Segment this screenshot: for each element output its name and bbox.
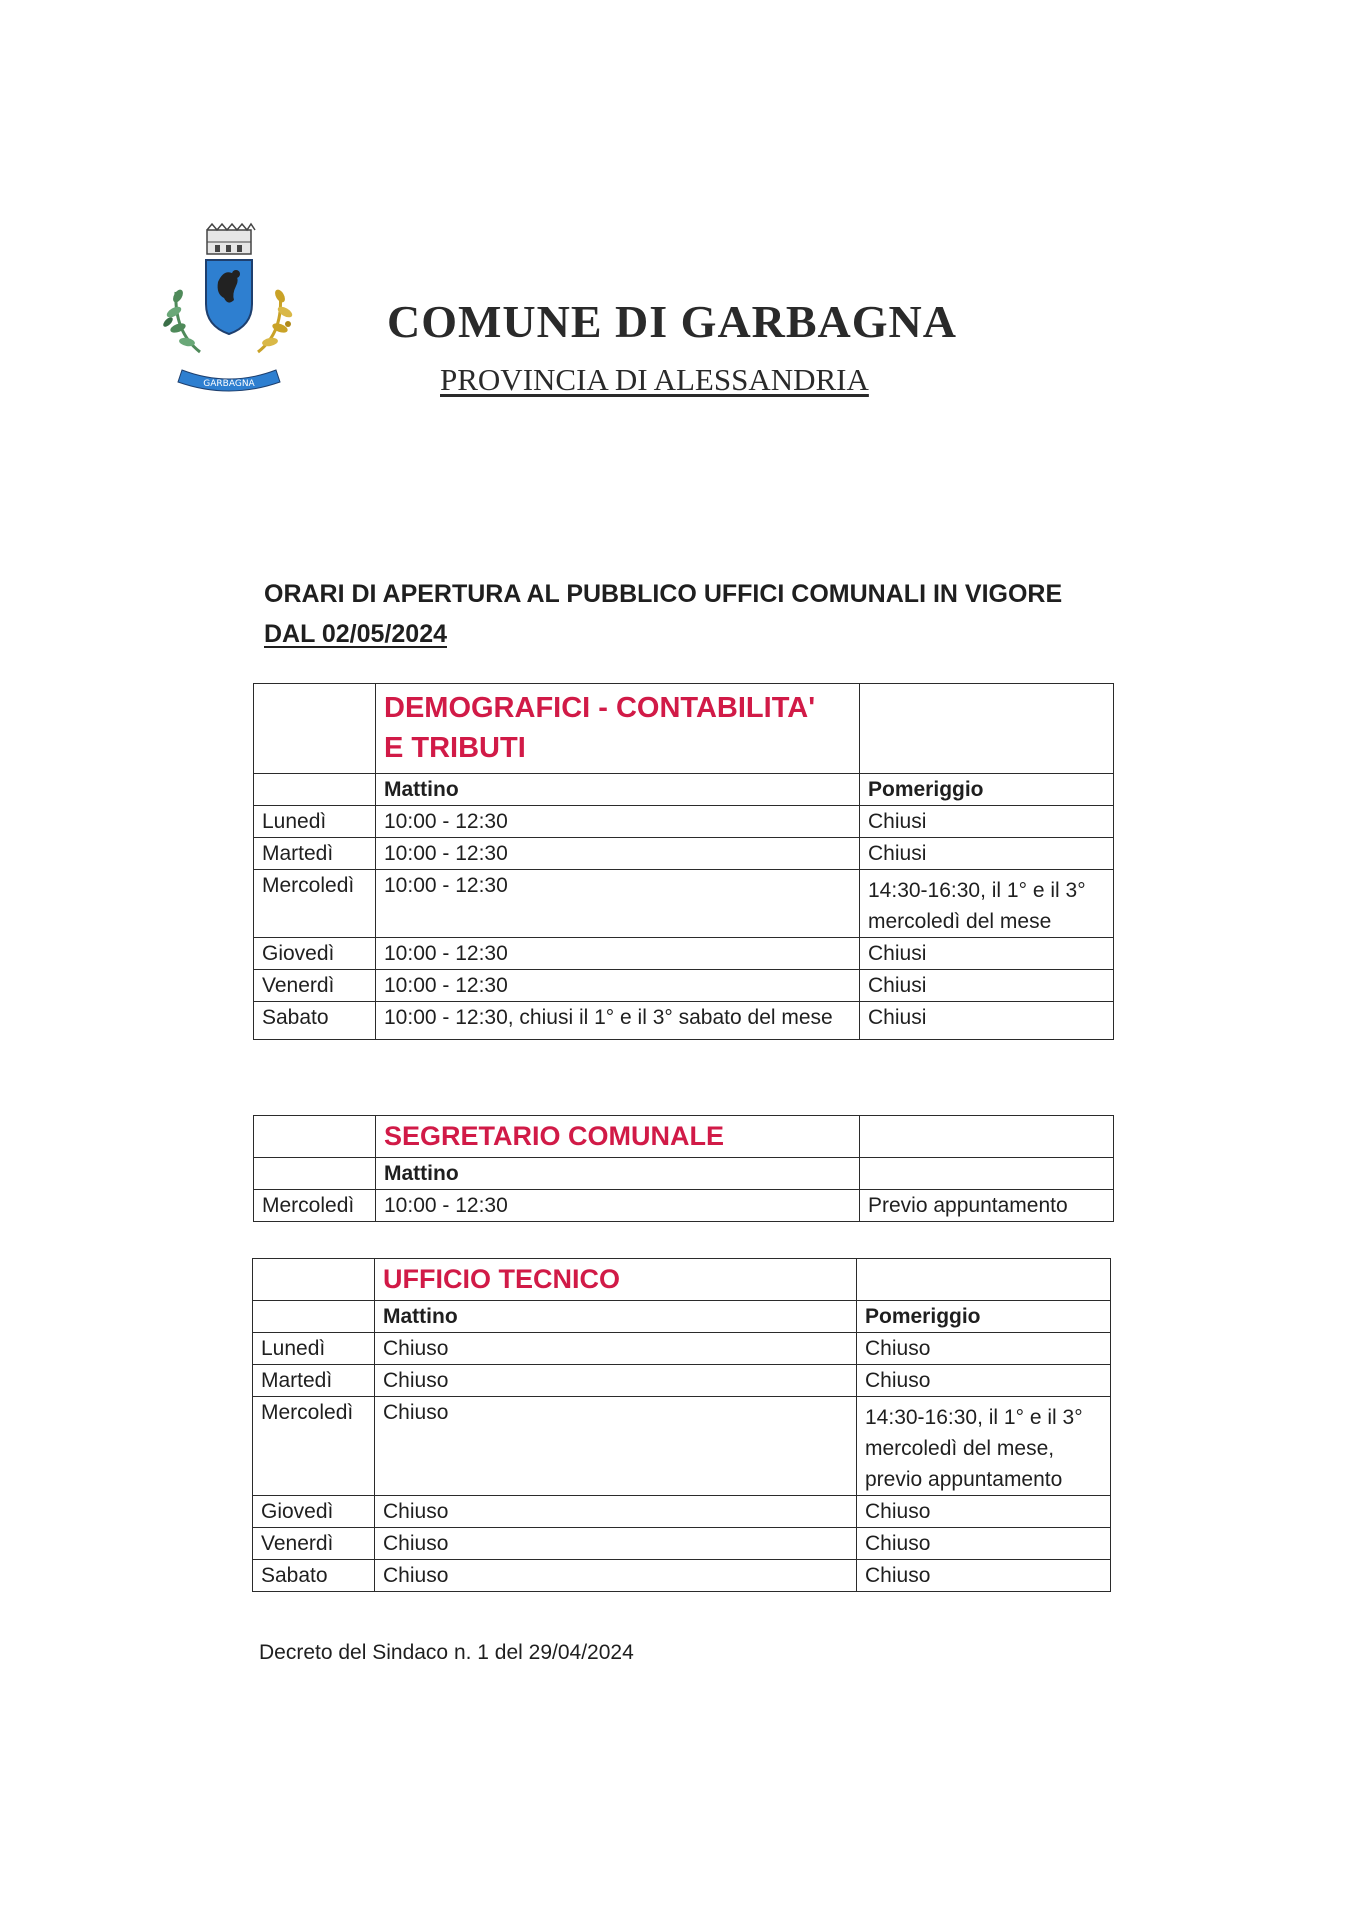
table-row bbox=[254, 838, 1114, 870]
crest-ribbon-text: GARBAGNA bbox=[203, 379, 255, 389]
table-header-row bbox=[253, 1301, 1111, 1333]
table-row bbox=[254, 1190, 1114, 1222]
day-cell: Martedì bbox=[254, 838, 376, 870]
table-demografici bbox=[253, 683, 1114, 1040]
table-row bbox=[253, 1560, 1111, 1592]
day-cell: Lunedì bbox=[254, 806, 376, 838]
table-row bbox=[253, 1496, 1111, 1528]
afternoon-cell: Chiusi bbox=[860, 1002, 1114, 1040]
morning-cell: Chiuso bbox=[375, 1528, 857, 1560]
morning-cell: 10:00 - 12:30 bbox=[376, 938, 860, 970]
table-office-row bbox=[254, 684, 1114, 774]
afternoon-cell: Chiuso bbox=[857, 1496, 1111, 1528]
table-row bbox=[254, 806, 1114, 838]
document-title bbox=[264, 574, 1144, 654]
afternoon-header: Pomeriggio bbox=[857, 1301, 1111, 1333]
table-ufficio-tecnico bbox=[252, 1258, 1111, 1592]
morning-cell: 10:00 - 12:30 bbox=[376, 970, 860, 1002]
morning-cell: 10:00 - 12:30, chiusi il 1° e il 3° sabato del mese bbox=[376, 1002, 860, 1040]
morning-cell: Chiuso bbox=[375, 1397, 857, 1496]
table-row bbox=[254, 938, 1114, 970]
table-office-row bbox=[253, 1259, 1111, 1301]
day-cell: Martedì bbox=[253, 1365, 375, 1397]
day-cell: Giovedì bbox=[254, 938, 376, 970]
afternoon-cell: 14:30-16:30, il 1° e il 3° mercoledì del mese, previo appuntamento bbox=[857, 1397, 1111, 1496]
afternoon-cell: Chiuso bbox=[857, 1560, 1111, 1592]
day-cell: Sabato bbox=[254, 1002, 376, 1040]
afternoon-cell: 14:30-16:30, il 1° e il 3° mercoledì del mese bbox=[860, 870, 1114, 938]
table-row bbox=[254, 1002, 1114, 1040]
office-title: UFFICIO TECNICO bbox=[375, 1259, 857, 1301]
table-row bbox=[253, 1365, 1111, 1397]
table-header-row bbox=[254, 774, 1114, 806]
table-row bbox=[253, 1397, 1111, 1496]
coat-of-arms-icon bbox=[160, 222, 295, 412]
afternoon-header: Pomeriggio bbox=[860, 774, 1114, 806]
afternoon-cell: Chiuso bbox=[857, 1333, 1111, 1365]
morning-cell: Chiuso bbox=[375, 1496, 857, 1528]
morning-cell: Chiuso bbox=[375, 1365, 857, 1397]
morning-header: Mattino bbox=[375, 1301, 857, 1333]
morning-cell: 10:00 - 12:30 bbox=[376, 870, 860, 938]
afternoon-cell: Chiuso bbox=[857, 1528, 1111, 1560]
morning-cell: Chiuso bbox=[375, 1333, 857, 1365]
morning-cell: 10:00 - 12:30 bbox=[376, 1190, 860, 1222]
table-row bbox=[253, 1528, 1111, 1560]
office-title-line1: DEMOGRAFICI - CONTABILITA' bbox=[384, 692, 816, 724]
morning-cell: 10:00 - 12:30 bbox=[376, 806, 860, 838]
day-cell: Giovedì bbox=[253, 1496, 375, 1528]
table-header-row bbox=[254, 1158, 1114, 1190]
day-cell: Lunedì bbox=[253, 1333, 375, 1365]
table-segretario bbox=[253, 1115, 1114, 1222]
table-row bbox=[254, 970, 1114, 1002]
morning-header: Mattino bbox=[376, 774, 860, 806]
day-cell: Mercoledì bbox=[253, 1397, 375, 1496]
decreto-footer: Decreto del Sindaco n. 1 del 29/04/2024 bbox=[259, 1641, 634, 1664]
table-office-row bbox=[254, 1116, 1114, 1158]
office-title-line2: E TRIBUTI bbox=[384, 732, 526, 764]
table-row bbox=[254, 870, 1114, 938]
document-title-line1: ORARI DI APERTURA AL PUBBLICO UFFICI COMUNALI IN VIGORE bbox=[264, 580, 1063, 608]
day-cell: Venerdì bbox=[253, 1528, 375, 1560]
comune-name: COMUNE DI GARBAGNA bbox=[387, 296, 957, 347]
provincia-name: PROVINCIA DI ALESSANDRIA bbox=[440, 362, 869, 397]
office-title: SEGRETARIO COMUNALE bbox=[376, 1116, 860, 1158]
afternoon-cell: Chiusi bbox=[860, 806, 1114, 838]
afternoon-cell: Chiusi bbox=[860, 970, 1114, 1002]
morning-cell: 10:00 - 12:30 bbox=[376, 838, 860, 870]
day-cell: Mercoledì bbox=[254, 870, 376, 938]
afternoon-cell: Previo appuntamento bbox=[860, 1190, 1114, 1222]
day-cell: Mercoledì bbox=[254, 1190, 376, 1222]
day-cell: Sabato bbox=[253, 1560, 375, 1592]
morning-cell: Chiuso bbox=[375, 1560, 857, 1592]
document-title-line2: DAL 02/05/2024 bbox=[264, 620, 447, 648]
table-row bbox=[253, 1333, 1111, 1365]
day-cell: Venerdì bbox=[254, 970, 376, 1002]
morning-header: Mattino bbox=[376, 1158, 860, 1190]
office-title bbox=[376, 684, 860, 774]
afternoon-cell: Chiuso bbox=[857, 1365, 1111, 1397]
afternoon-cell: Chiusi bbox=[860, 938, 1114, 970]
afternoon-cell: Chiusi bbox=[860, 838, 1114, 870]
